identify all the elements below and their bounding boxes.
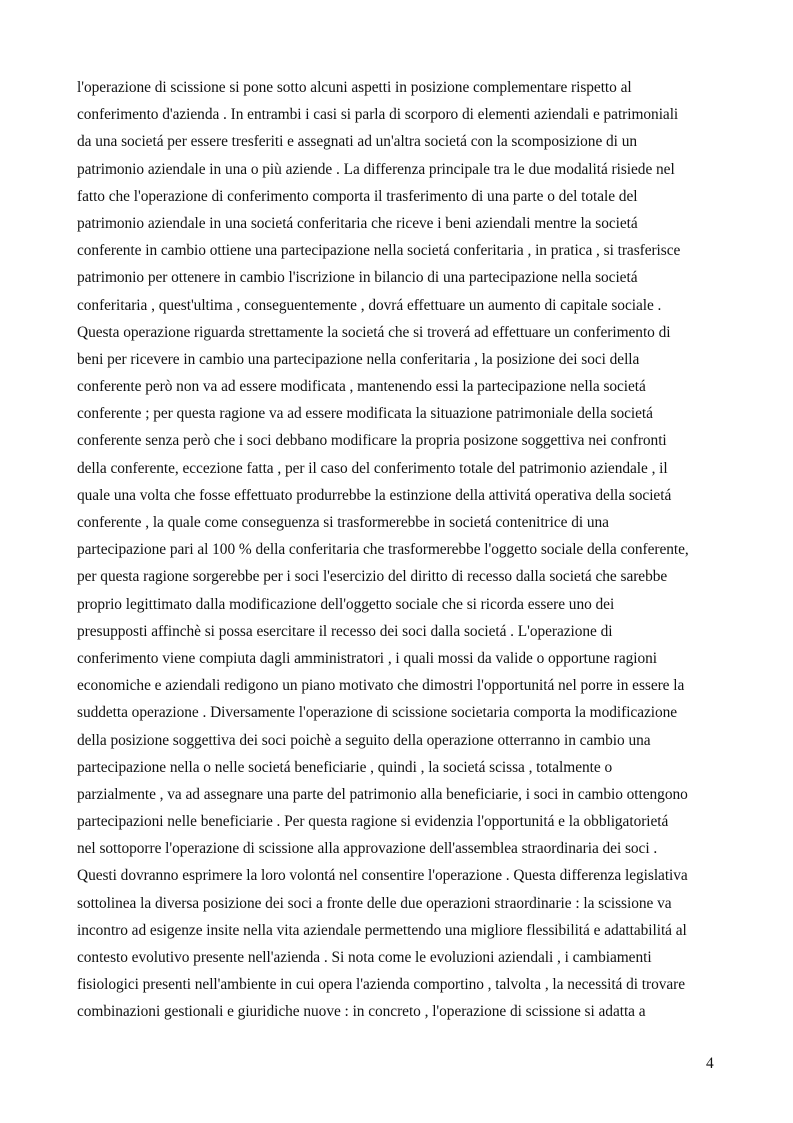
text-line: parzialmente , va ad assegnare una parte del patrimonio alla beneficiarie, i soci in cambio ottengono xyxy=(77,785,688,803)
text-line: beni per ricevere in cambio una partecipazione nella conferitaria , la posizione dei soci della xyxy=(77,350,640,368)
text-line: patrimonio per ottenere in cambio l'iscrizione in bilancio di una partecipazione nella societá xyxy=(77,269,638,287)
text-line: conferente , la quale come conseguenza si trasformerebbe in societá contenitrice di una xyxy=(77,514,609,531)
text-line: conferimento d'azienda . In entrambi i casi si parla di scorporo di elementi aziendali e patrimoniali xyxy=(77,106,679,124)
text-line: presupposti affinchè si possa esercitare il recesso dei soci dalla societá . L'operazione di xyxy=(77,622,613,640)
text-line: patrimonio aziendale in una o più aziende . La differenza principale tra le due modalitá risiede nel xyxy=(77,160,675,178)
text-line: per questa ragione sorgerebbe per i soci l'esercizio del diritto di recesso dalla societá che sarebbe xyxy=(77,568,668,586)
text-line: fatto che l'operazione di conferimento comporta il trasferimento di una parte o del totale del xyxy=(77,187,638,205)
text-line: da una societá per essere tresferiti e assegnati ad un'altra societá con la scomposizione di un xyxy=(77,133,637,151)
text-line: conferente ; per questa ragione va ad essere modificata la situazione patrimoniale della societá xyxy=(77,405,653,423)
text-line: Questi dovranno esprimere la loro volontá nel consentire l'operazione . Questa differenza legislativa xyxy=(77,867,688,885)
text-line: proprio legittimato dalla modificazione dell'oggetto sociale che si ricorda essere uno dei xyxy=(77,595,615,613)
text-line: sottolinea la diversa posizione dei soci a fronte delle due operazioni straordinarie : la scissione va xyxy=(77,894,672,912)
text-line: nel sottoporre l'operazione di scissione alla approvazione dell'assemblea straordinaria dei soci . xyxy=(77,840,658,858)
page-number: 4 xyxy=(706,1055,714,1072)
text-line: economiche e aziendali redigono un piano motivato che dimostri l'opportunitá nel porre in essere la xyxy=(77,677,685,695)
text-line: conferimento viene compiuta dagli amministratori , i quali mossi da valide o opportune ragioni xyxy=(77,649,658,667)
text-line: della conferente, eccezione fatta , per il caso del conferimento totale del patrimonio aziendale , il xyxy=(77,459,668,477)
text-line: conferitaria , quest'ultima , conseguentemente , dovrá effettuare un aumento di capitale sociale . xyxy=(77,296,662,314)
text-line: Questa operazione riguarda strettamente la societá che si troverá ad effettuare un conferimento di xyxy=(77,323,671,341)
text-line: conferente senza però che i soci debbano modificare la propria posizone soggettiva nei confronti xyxy=(77,432,667,450)
text-line: patrimonio aziendale in una societá conferitaria che riceve i beni aziendali mentre la societá xyxy=(77,214,638,232)
text-line: partecipazioni nelle beneficiarie . Per questa ragione si evidenzia l'opportunitá e la obbligatorietá xyxy=(77,813,669,831)
text-line: fisiologici presenti nell'ambiente in cui opera l'azienda comportino , talvolta , la necessitá di trovare xyxy=(77,976,686,994)
body-text xyxy=(77,74,737,1026)
text-line: partecipazione nella o nelle societá beneficiarie , quindi , la societá scissa , totalmente o xyxy=(77,758,613,776)
text-line: incontro ad esigenze insite nella vita aziendale permettendo una migliore flessibilitá e adattabilitá al xyxy=(77,921,687,939)
text-line: partecipazione pari al 100 % della conferitaria che trasformerebbe l'oggetto sociale della conferente, xyxy=(77,541,689,559)
text-line: suddetta operazione . Diversamente l'operazione di scissione societaria comporta la modificazione xyxy=(77,704,678,722)
text-line: della posizione soggettiva dei soci poichè a seguito della operazione otterranno in cambio una xyxy=(77,731,651,749)
text-line: conferente però non va ad essere modificata , mantenendo essi la partecipazione nella societá xyxy=(77,378,646,396)
text-line: combinazioni gestionali e giuridiche nuove : in concreto , l'operazione di scissione si adatta a xyxy=(77,1003,646,1021)
text-line: l'operazione di scissione si pone sotto alcuni aspetti in posizione complementare rispetto al xyxy=(77,79,632,96)
text-line: conferente in cambio ottiene una partecipazione nella societá conferitaria , in pratica , si trasferisce xyxy=(77,242,681,260)
text-line: quale una volta che fosse effettuato produrrebbe la estinzione della attivitá operativa della societá xyxy=(77,486,672,504)
text-line: contesto evolutivo presente nell'azienda . Si nota come le evoluzioni aziendali , i cambiamenti xyxy=(77,949,652,966)
